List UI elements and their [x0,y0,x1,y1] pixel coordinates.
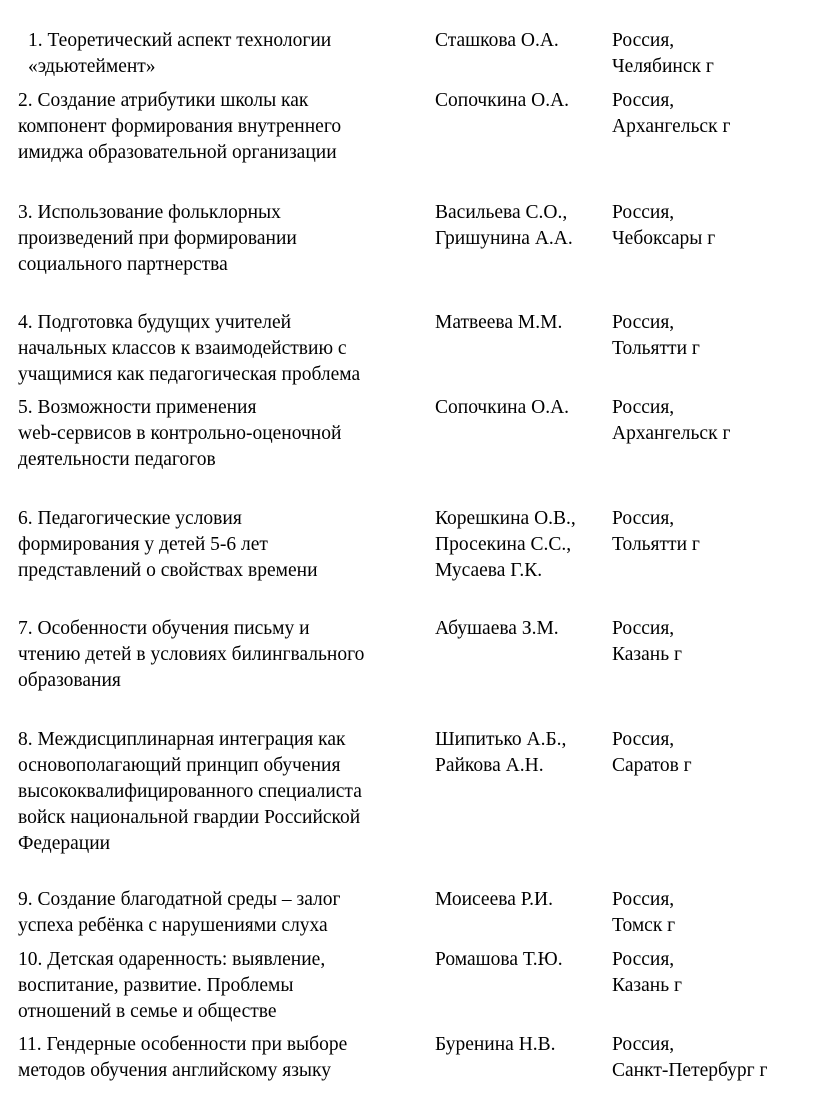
entry-location-line: Чебоксары г [612,228,716,249]
entry-location-line: Саратов г [612,755,692,776]
entry-location-line: Тольятти г [612,534,700,555]
entry-location-cell [612,887,675,939]
entry-title-line: Федерации [18,833,111,854]
entry-title-line: формирования у детей 5-6 лет [18,534,268,555]
entry-authors-cell [435,395,569,421]
entry-authors-line: Васильева С.О., [435,202,568,223]
entry-location-line: Россия, [612,508,675,529]
entry-title-line: войск национальной гвардии Российской [18,807,361,828]
entry-title-line: 2. Создание атрибутики школы как [18,90,309,111]
entry-authors-cell [435,616,559,642]
entry-title-cell [18,947,325,1025]
entry-authors-cell [435,200,573,252]
entry-title-cell [18,1032,347,1084]
entry-title-line: 3. Использование фольклорных [18,202,281,223]
entry-location-line: Россия, [612,312,675,333]
entry-title-line: образования [18,670,121,691]
entry-title-line: представлений о свойствах времени [18,560,318,581]
entry-title-cell [18,395,341,473]
entry-location-line: Санкт-Петербург г [612,1060,768,1081]
entry-location-line: Россия, [612,729,675,750]
entry-title-line: 10. Детская одаренность: выявление, [18,949,326,970]
entry-title-line: 5. Возможности применения [18,397,257,418]
entry-title-cell [18,506,318,584]
entry-authors-line: Гришунина А.А. [435,228,573,249]
entry-title-line: учащимися как педагогическая проблема [18,364,361,385]
entry-authors-cell [435,28,559,54]
entry-location-line: Россия, [612,949,675,970]
entry-authors-line: Сташкова О.А. [435,30,559,51]
entry-authors-cell [435,88,569,114]
entry-title-cell [18,727,362,857]
entry-title-cell [18,887,341,939]
entry-location-line: Россия, [612,90,675,111]
entry-location-line: Россия, [612,202,675,223]
entry-authors-line: Сопочкина О.А. [435,397,570,418]
entry-location-line: Россия, [612,889,675,910]
entry-title-cell [18,310,360,388]
entry-title-line: имиджа образовательной организации [18,142,337,163]
entry-title-line: 8. Междисциплинарная интеграция как [18,729,346,750]
entry-authors-cell [435,506,576,584]
entry-title-cell [18,616,364,694]
entry-title-line: отношений в семье и обществе [18,1001,277,1022]
entry-authors-cell [435,887,553,913]
entry-title-line: компонент формирования внутреннего [18,116,342,137]
entry-authors-line: Абушаева З.М. [435,618,559,639]
entry-location-cell [612,947,682,999]
entry-authors-cell [435,947,563,973]
entry-location-cell [612,1032,768,1084]
entry-location-line: Россия, [612,397,675,418]
entry-location-line: Челябинск г [612,56,714,77]
entry-authors-line: Райкова А.Н. [435,755,544,776]
entry-title-line: 6. Педагогические условия [18,508,242,529]
entry-title-line: произведений при формировании [18,228,297,249]
entry-title-line: основополагающий принцип обучения [18,755,341,776]
entry-title-line: 9. Создание благодатной среды – залог [18,889,341,910]
entry-title-line: чтению детей в условиях билингвального [18,644,365,665]
entry-title-line: «эдьютеймент» [28,56,156,77]
entry-authors-line: Моисеева Р.И. [435,889,553,910]
entry-title-line: воспитание, развитие. Проблемы [18,975,294,996]
entry-title-cell [28,28,331,80]
entry-authors-line: Корешкина О.В., [435,508,576,529]
entry-title-line: деятельности педагогов [18,449,216,470]
entry-location-line: Казань г [612,644,682,665]
entry-location-cell [612,28,714,80]
entry-location-line: Архангельск г [612,116,731,137]
entry-title-line: высококвалифицированного специалиста [18,781,362,802]
entry-location-line: Архангельск г [612,423,731,444]
entry-authors-line: Ромашова Т.Ю. [435,949,563,970]
entry-location-line: Казань г [612,975,682,996]
entry-title-cell [18,200,297,278]
entry-location-cell [612,727,692,779]
entry-authors-cell [435,1032,556,1058]
entry-authors-cell [435,310,562,336]
entry-title-line: успеха ребёнка с нарушениями слуха [18,915,328,936]
entry-authors-line: Матвеева М.М. [435,312,563,333]
entry-location-cell [612,310,700,362]
entry-title-line: 4. Подготовка будущих учителей [18,312,292,333]
entry-authors-line: Сопочкина О.А. [435,90,570,111]
entry-authors-line: Мусаева Г.К. [435,560,543,581]
entry-location-cell [612,395,730,447]
entry-location-line: Тольятти г [612,338,700,359]
entry-title-line: 7. Особенности обучения письму и [18,618,310,639]
entry-title-line: 1. Теоретический аспект технологии [28,30,332,51]
entry-location-cell [612,506,700,558]
entry-location-line: Томск г [612,915,676,936]
entry-location-cell [612,88,730,140]
entry-title-line: социального партнерства [18,254,228,275]
entry-authors-cell [435,727,566,779]
entry-title-line: начальных классов к взаимодействию с [18,338,347,359]
entry-location-cell [612,616,682,668]
entry-authors-line: Буренина Н.В. [435,1034,556,1055]
entry-title-line: методов обучения английскому языку [18,1060,331,1081]
entry-authors-line: Шипитько А.Б., [435,729,567,750]
entry-location-line: Россия, [612,30,675,51]
entry-location-line: Россия, [612,618,675,639]
entry-location-cell [612,200,715,252]
entry-authors-line: Просекина С.С., [435,534,572,555]
entry-title-line: 11. Гендерные особенности при выборе [18,1034,348,1055]
entry-title-cell [18,88,341,166]
entry-location-line: Россия, [612,1034,675,1055]
entry-title-line: web-сервисов в контрольно-оценочной [18,423,342,444]
